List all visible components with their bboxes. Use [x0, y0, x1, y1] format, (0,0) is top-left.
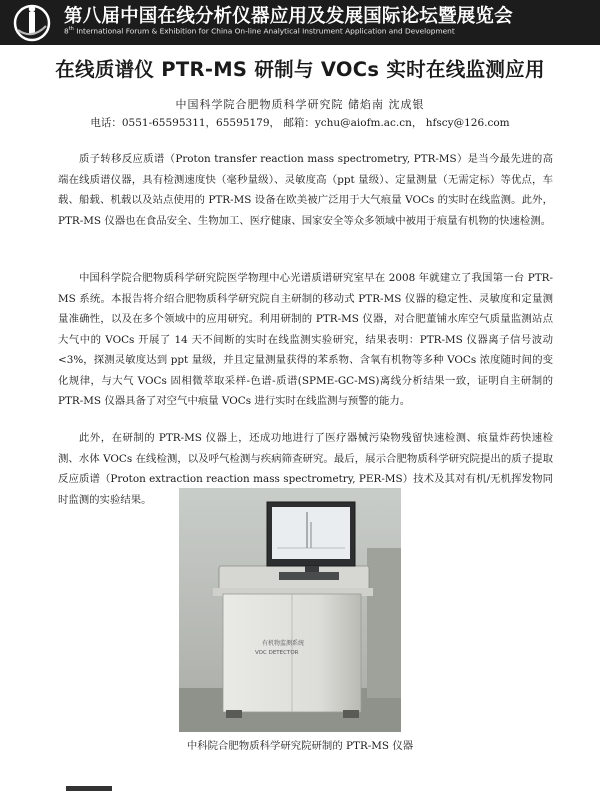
- body-paragraph-2: 中国科学院合肥物质科学研究院医学物理中心光谱质谱研究室早在 2008 年就建立了我国第一台 PTR-MS 系统。本报告将介绍合肥物质科学研究院自主研制的移动式 PTR-MS 仪器的稳定性、灵敏度和定量测量准确性，以及在多个领域中的应用研究。利用研制的 PTR-MS 仪器，对合肥董铺水库空气质量监测站点大气中的 VOCs 开展了 14 天不间断的实时在线监测实验研究，结果表明：PTR-MS 仪器离子信号波动 <3%，探测灵敏度达到 ppt 量级，并且定量测量获得的苯系物、含氧有机物等多种 VOCs 浓度随时间的变化规律，与大气 VOCs 固相微萃取采样-色谱-质谱(SPME-GC-MS)离线分析结果一致，证明自主研制的 PTR-MS 仪器具备了对空气中痕量 VOCs 进行实时在线监测与预警的能力。: [58, 272, 553, 407]
- scan-artifact: [66, 786, 112, 791]
- banner-subtitle: 8th International Forum & Exhibition for China On-line Analytical Instrument Application and Development: [64, 26, 455, 36]
- figure-caption: 中科院合肥物质科学研究院研制的 PTR-MS 仪器: [186, 740, 414, 752]
- conference-banner: [0, 0, 600, 45]
- ptr-ms-instrument-photo: [179, 488, 401, 732]
- paper-contact: 电话：0551-65595311，65595179， 邮箱：ychu@aiofm.ac.cn， hfscy@126.com: [90, 117, 510, 129]
- body-paragraph-1: 质子转移反应质谱（Proton transfer reaction mass spectrometry, PTR-MS）是当今最先进的高端在线质谱仪器，具有检测速度快（毫秒量级）、灵敏度高（ppt 量级）、定量测量（无需定标）等优点，车载、船载、机载以及站点使用的 PTR-MS 设备在欧美被广泛用于大气痕量 VOCs 的实时在线监测。此外，PTR-MS 仪器也在食品安全、生物加工、医疗健康、国家安全等众多领域中被用于痕量有机物的快速检测。: [58, 153, 553, 227]
- device-label-en: VOC DETECTOR: [255, 650, 299, 656]
- paper-authors: 中国科学院合肥物质科学研究院 储焰南 沈成银: [175, 98, 425, 111]
- body-paragraph-3: 此外，在研制的 PTR-MS 仪器上，还成功地进行了医疗器械污染物残留快速检测、痕量炸药快速检测、水体 VOCs 在线检测，以及呼气检测与疾病筛查研究。最后，展示合肥物质科学研究院提出的质子提取反应质谱（Proton extraction reaction mass spectrometry, PER-MS）技术及其对有机/无机挥发物同时监测的实验结果。: [58, 432, 553, 506]
- device-label-cn: 有机物监测系统: [262, 640, 305, 647]
- banner-title: 第八届中国在线分析仪器应用及发展国际论坛暨展览会: [64, 6, 513, 27]
- conference-logo-icon: [12, 4, 52, 42]
- paper-title: 在线质谱仪 PTR-MS 研制与 VOCs 实时在线监测应用: [55, 58, 545, 81]
